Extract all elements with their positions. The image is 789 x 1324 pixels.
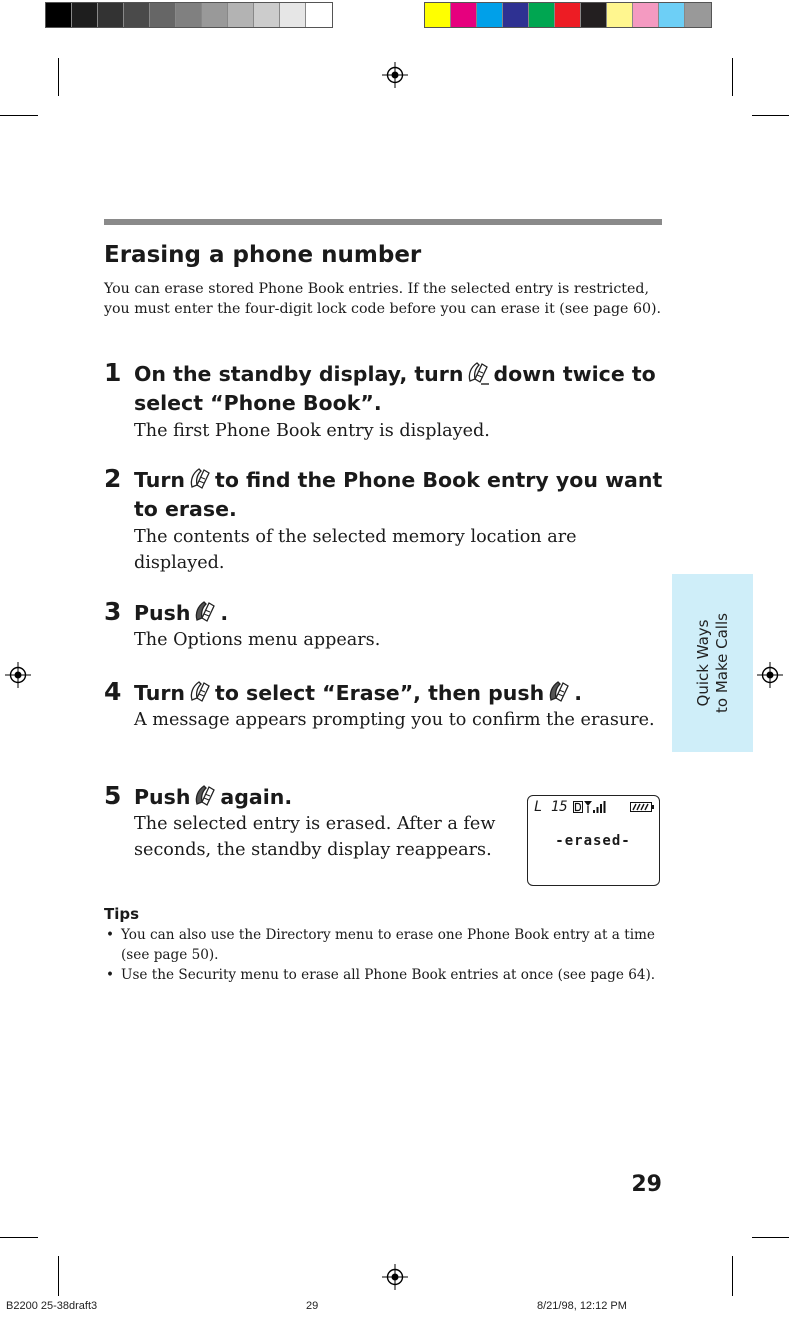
step-result: The Options menu appears.: [134, 630, 381, 650]
list-item: • Use the Security menu to erase all Phone Book entries at once (see page 64).: [104, 965, 666, 985]
gray-swatch: [98, 3, 124, 27]
jog-dial-turn-icon: [188, 466, 212, 492]
step-number: 1: [104, 358, 122, 387]
intro-paragraph: You can erase stored Phone Book entries. If the selected entry is restricted, you must enter the four-digit lock code before you can erase it (see page 60).: [104, 281, 662, 317]
step-instruction: Turn to select “Erase”, then push .: [134, 681, 582, 705]
section-title: Erasing a phone number: [104, 242, 422, 268]
crop-mark: [0, 1237, 38, 1238]
step-number: 4: [104, 677, 122, 706]
registration-mark-icon: [382, 62, 408, 88]
jog-dial-turn-icon: [466, 360, 490, 386]
display-message: -erased-: [555, 833, 631, 849]
step-result: The selected entry is erased. After a few seconds, the standby display reappears.: [134, 814, 496, 860]
color-swatch: [477, 3, 503, 27]
battery-icon: [630, 802, 654, 812]
color-swatch: [607, 3, 633, 27]
crop-mark: [752, 1237, 789, 1238]
color-swatch: [425, 3, 451, 27]
gray-swatch: [228, 3, 254, 27]
color-swatch: [633, 3, 659, 27]
chapter-tab-label: Quick Ways to Make Calls: [693, 613, 731, 713]
crop-mark: [732, 1256, 733, 1296]
step-instruction: Push again.: [134, 785, 293, 809]
registration-mark-icon: [5, 662, 31, 688]
gray-swatch: [306, 3, 332, 27]
color-swatch: [659, 3, 685, 27]
gray-swatch: [46, 3, 72, 27]
jog-dial-push-icon: [547, 679, 571, 705]
crop-mark: [58, 58, 59, 96]
gray-swatch: [124, 3, 150, 27]
color-swatch: [555, 3, 581, 27]
crop-mark: [0, 115, 38, 116]
step-number: 3: [104, 597, 122, 626]
crop-mark: [732, 58, 733, 96]
phone-display-illustration: [527, 795, 660, 886]
color-swatch: [529, 3, 555, 27]
footer-timestamp: 8/21/98, 12:12 PM: [537, 1300, 627, 1312]
color-swatch: [451, 3, 477, 27]
gray-swatch: [72, 3, 98, 27]
color-swatch: [503, 3, 529, 27]
step-instruction: On the standby display, turn down twice to select “Phone Book”.: [134, 362, 656, 415]
section-rule: [104, 219, 662, 225]
color-swatch: [685, 3, 711, 27]
registration-mark-icon: [757, 662, 783, 688]
jog-dial-push-icon: [193, 599, 217, 625]
step-result: The first Phone Book entry is displayed.: [134, 421, 490, 441]
page-number: 29: [631, 1172, 662, 1197]
footer-page: 29: [306, 1300, 319, 1312]
signal-strength-icon: [584, 800, 606, 814]
grayscale-calibration-bar: [45, 2, 333, 28]
color-swatch: [581, 3, 607, 27]
crop-mark: [752, 115, 789, 116]
step-result: A message appears prompting you to confirm the erasure.: [134, 710, 655, 730]
step-instruction: Push .: [134, 601, 229, 625]
color-calibration-bar: [424, 2, 712, 28]
gray-swatch: [176, 3, 202, 27]
gray-swatch: [202, 3, 228, 27]
tips-heading: Tips: [104, 905, 140, 923]
digital-mode-icon: [573, 801, 583, 813]
jog-dial-push-icon: [193, 783, 217, 809]
footer-file: B2200 25-38draft3: [6, 1300, 98, 1312]
display-indicator: L 15: [534, 799, 568, 815]
gray-swatch: [280, 3, 306, 27]
crop-mark: [58, 1256, 59, 1296]
gray-swatch: [254, 3, 280, 27]
gray-swatch: [150, 3, 176, 27]
step-result: The contents of the selected memory location are displayed.: [134, 527, 577, 573]
jog-dial-turn-icon: [188, 679, 212, 705]
step-instruction: Turn to find the Phone Book entry you want to erase.: [134, 468, 663, 521]
step-number: 5: [104, 781, 122, 810]
tips-list: [104, 925, 666, 985]
registration-mark-icon: [382, 1264, 408, 1290]
list-item: • You can also use the Directory menu to erase one Phone Book entry at a time (see page 50).: [104, 925, 666, 965]
step-number: 2: [104, 464, 122, 493]
